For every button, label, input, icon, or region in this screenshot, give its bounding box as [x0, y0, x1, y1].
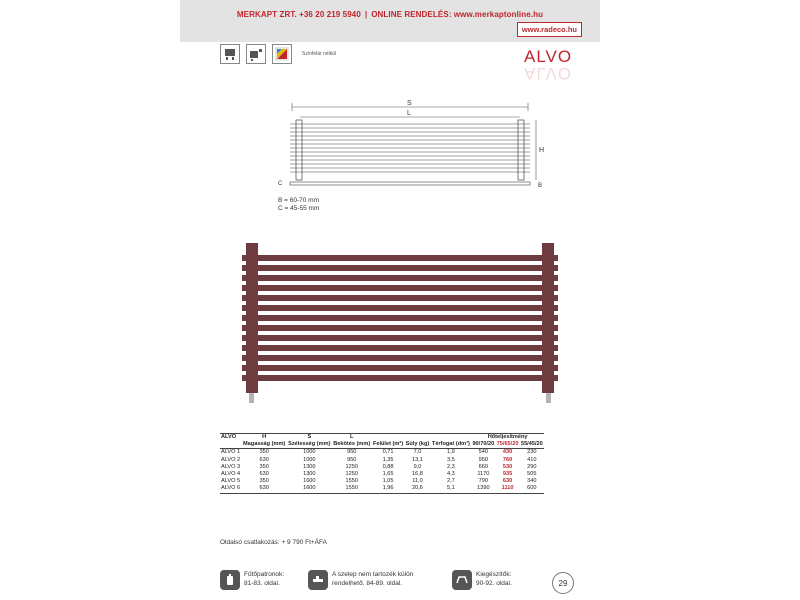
header-contact [180, 10, 600, 19]
accessory-icon [452, 570, 472, 590]
spec-cell-t1: 790 [478, 478, 488, 485]
spec-cell-surface: 1,35 [382, 456, 394, 463]
spec-cell-l: 950 [347, 456, 357, 463]
spec-cell-surface: 1,96 [372, 485, 405, 493]
mounting-icons [220, 44, 336, 64]
catalog-page [180, 0, 600, 600]
footer-accessories [452, 570, 512, 590]
spec-cell-surface: 1,05 [382, 478, 394, 485]
spec-row [220, 485, 544, 493]
spec-cell-s: 1300 [303, 471, 316, 478]
dim-label-b: B [538, 183, 543, 189]
spec-cell-surface: 0,88 [382, 463, 394, 470]
spec-table [220, 433, 544, 494]
spec-cell-weight: 11,0 [412, 478, 423, 485]
spec-row [220, 464, 544, 471]
spec-cell-name: ALVO 3 [221, 463, 241, 470]
corner-mount-icon [246, 44, 266, 64]
spec-header-weight: Súly (kg) [404, 434, 430, 449]
spec-header-volume: Térfogat (dm³) [431, 434, 472, 449]
spec-cell-name: ALVO 1 [221, 449, 241, 456]
footer-valves [308, 570, 413, 590]
spec-header-l: Bekötés (mm) [333, 441, 371, 448]
spec-cell-t2: 760 [502, 456, 513, 463]
spec-header-h-letter: H [242, 434, 287, 442]
footer-item2-title: A szelep nem tartozék külön [332, 571, 414, 578]
header-bar [180, 0, 600, 42]
footer-item2-pages: rendelhető. 84-89. oldal. [332, 580, 403, 587]
heating-cartridge-icon [220, 570, 240, 590]
b-range: B = 60-70 mm [278, 197, 320, 204]
spec-cell-t2: 630 [502, 478, 513, 485]
spec-header-output: Hőteljesítmény [471, 434, 544, 442]
spec-cell-t1: 1170 [477, 471, 490, 478]
product-title: ALVO [524, 47, 573, 66]
side-connection-price: + 9 790 Ft+ÁFA [281, 539, 327, 546]
spec-cell-t3: 600 [520, 485, 544, 493]
spec-cell-name: ALVO 4 [221, 471, 241, 478]
radiator-photo [240, 238, 560, 413]
spec-header-t1: 90/70/20 [472, 441, 495, 448]
spec-cell-surface: 0,71 [372, 449, 405, 457]
spec-cell-volume: 5,1 [431, 485, 472, 493]
spec-cell-weight: 9,0 [413, 463, 422, 470]
spec-cell-t3: 290 [527, 463, 537, 470]
color-palette-icon [272, 44, 292, 64]
spec-header-l-letter: L [332, 434, 372, 442]
spec-cell-t1: 660 [478, 463, 488, 470]
spec-cell-t3: 505 [527, 471, 537, 478]
c-range: C = 45-55 mm [278, 205, 320, 212]
spec-cell-h: 350 [259, 478, 269, 485]
wall-mount-icon [220, 44, 240, 64]
spec-cell-t2: 530 [502, 463, 513, 470]
spec-cell-name: ALVO 2 [221, 456, 241, 463]
footer [220, 568, 560, 600]
spec-cell-name: ALVO 5 [221, 478, 241, 485]
dim-label-s: S [407, 100, 412, 107]
spec-header-h: Magasság (mm) [243, 441, 286, 448]
color-surcharge-note: Színfelár nélkül [302, 51, 337, 57]
spec-header-s: Szélesség (mm) [288, 441, 331, 448]
spec-cell-h: 630 [242, 485, 287, 493]
spec-cell-volume: 2,3 [446, 463, 455, 470]
spec-cell-h: 350 [259, 463, 269, 470]
spec-cell-t3: 340 [527, 478, 537, 485]
depth-dimensions [278, 197, 319, 213]
spec-cell-h: 630 [259, 471, 269, 478]
drawing-right-column [518, 120, 524, 180]
spec-cell-l: 1250 [345, 471, 358, 478]
radiator-tubes [242, 255, 558, 381]
radiator-right-valve [546, 393, 551, 403]
spec-cell-s: 1600 [287, 485, 332, 493]
spec-cell-t1: 1390 [471, 485, 495, 493]
spec-header-row-1 [220, 434, 544, 442]
spec-row [220, 478, 544, 485]
drawing-side-view [290, 182, 530, 185]
side-connection [220, 539, 327, 546]
valve-icon [308, 570, 328, 590]
spec-header-s-letter: S [287, 434, 332, 442]
header-company: MERKAPT ZRT. +36 20 219 5940 [236, 10, 361, 19]
spec-header-model: ALVO [220, 434, 242, 442]
header-separator: | [364, 10, 368, 19]
technical-drawing [270, 95, 550, 195]
spec-cell-s: 1000 [303, 456, 316, 463]
spec-cell-s: 1000 [287, 449, 332, 457]
spec-cell-h: 630 [259, 456, 269, 463]
spec-cell-l: 1550 [345, 478, 358, 485]
page-number: 29 [552, 572, 574, 594]
spec-header-t3: 55/45/20 [520, 441, 543, 448]
spec-cell-t2: 935 [502, 471, 513, 478]
product-title-reflection: ALVO [524, 64, 573, 83]
spec-cell-s: 1300 [303, 463, 316, 470]
drawing-left-column [296, 120, 302, 180]
header-online-link[interactable]: ONLINE RENDELÉS: www.merkaptonline.hu [371, 10, 544, 19]
side-connection-label: Oldalsó csatlakozás: [220, 539, 280, 546]
footer-item1-pages: 81-83. oldal. [244, 580, 280, 587]
spec-row [220, 449, 544, 457]
spec-cell-weight: 7,0 [404, 449, 430, 457]
spec-cell-l: 1550 [332, 485, 372, 493]
spec-cell-volume: 1,9 [431, 449, 472, 457]
spec-cell-l: 950 [332, 449, 372, 457]
footer-heating-cartridges [220, 570, 284, 590]
spec-cell-volume: 3,5 [446, 456, 455, 463]
spec-header-surface: Felület (m²) [372, 434, 405, 449]
spec-cell-t2: 1110 [495, 485, 519, 493]
spec-cell-t3: 230 [520, 449, 544, 457]
spec-cell-s: 1600 [303, 478, 316, 485]
radiator-left-valve [249, 393, 254, 403]
spec-cell-t1: 950 [478, 456, 488, 463]
footer-item3-pages: 90-92. oldal. [476, 580, 512, 587]
dim-label-h: H [539, 147, 545, 154]
spec-cell-weight: 20,6 [404, 485, 430, 493]
footer-item1-title: Fűtőpatronok: [244, 571, 285, 578]
spec-row [220, 457, 544, 464]
spec-header-t2: 75/65/20 [496, 441, 519, 448]
drawing-tubes [290, 124, 530, 172]
spec-cell-surface: 1,65 [382, 471, 394, 478]
footer-item3-title: Kiegészítők: [476, 571, 512, 578]
dim-label-l: L [407, 110, 411, 117]
spec-cell-weight: 16,8 [412, 471, 423, 478]
spec-row [220, 471, 544, 478]
spec-cell-volume: 4,3 [446, 471, 455, 478]
spec-cell-t3: 410 [527, 456, 537, 463]
spec-cell-h: 350 [242, 449, 287, 457]
spec-cell-volume: 2,7 [446, 478, 455, 485]
spec-cell-weight: 13,1 [412, 456, 423, 463]
dim-label-c: C [278, 181, 283, 187]
spec-cell-t2: 430 [495, 449, 519, 457]
spec-cell-l: 1250 [345, 463, 358, 470]
radeco-link[interactable]: www.radeco.hu [517, 22, 582, 37]
spec-cell-name: ALVO 6 [221, 485, 241, 492]
spec-body [220, 449, 544, 493]
spec-cell-t1: 540 [471, 449, 495, 457]
